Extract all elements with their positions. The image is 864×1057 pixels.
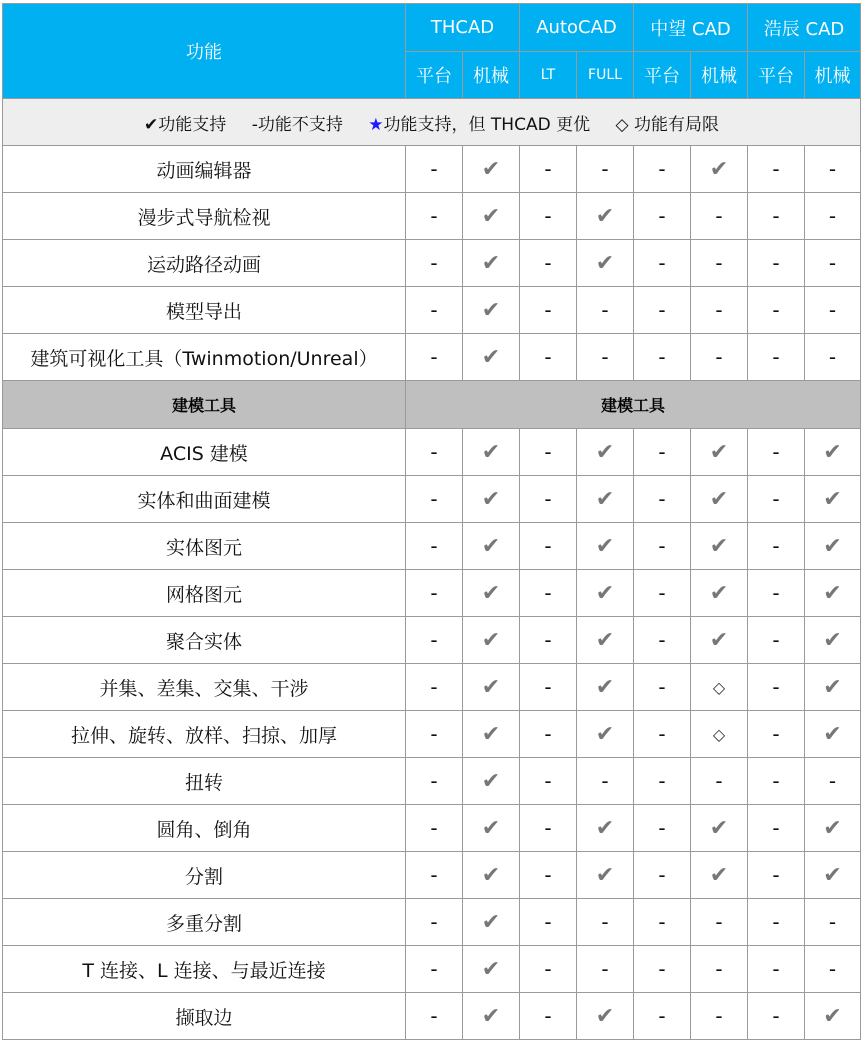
check-icon: ✔ (805, 570, 861, 617)
legend-unsupported: -功能不支持 (251, 114, 343, 135)
check-icon: ✔ (691, 570, 748, 617)
check-icon: ✔ (577, 429, 634, 476)
unsupported-dash: - (748, 523, 805, 570)
table-row (3, 476, 861, 523)
unsupported-dash: - (634, 476, 691, 523)
check-icon: ✔ (463, 711, 520, 758)
unsupported-dash: - (748, 476, 805, 523)
unsupported-dash: - (748, 193, 805, 240)
unsupported-dash: - (520, 993, 577, 1040)
unsupported-dash: - (634, 664, 691, 711)
check-icon: ✔ (691, 146, 748, 193)
unsupported-dash: - (406, 193, 463, 240)
table-row (3, 993, 861, 1040)
unsupported-dash: - (805, 334, 861, 381)
unsupported-dash: - (520, 758, 577, 805)
check-icon: ✔ (577, 476, 634, 523)
check-icon: ✔ (691, 852, 748, 899)
unsupported-dash: - (406, 711, 463, 758)
unsupported-dash: - (520, 805, 577, 852)
unsupported-dash: - (691, 993, 748, 1040)
unsupported-dash: - (577, 758, 634, 805)
feature-name: 模型导出 (3, 287, 406, 334)
feature-name: 分割 (3, 852, 406, 899)
unsupported-dash: - (406, 617, 463, 664)
table-row (3, 146, 861, 193)
check-icon: ✔ (691, 476, 748, 523)
unsupported-dash: - (634, 523, 691, 570)
unsupported-dash: - (520, 193, 577, 240)
unsupported-dash: - (406, 287, 463, 334)
unsupported-dash: - (805, 193, 861, 240)
unsupported-dash: - (406, 993, 463, 1040)
table-row (3, 852, 861, 899)
unsupported-dash: - (805, 899, 861, 946)
check-icon: ✔ (691, 429, 748, 476)
header-feature: 功能 (3, 4, 406, 99)
check-icon: ✔ (577, 805, 634, 852)
unsupported-dash: - (406, 758, 463, 805)
unsupported-dash: - (406, 146, 463, 193)
unsupported-dash: - (577, 287, 634, 334)
check-icon: ✔ (463, 805, 520, 852)
check-icon: ✔ (691, 523, 748, 570)
unsupported-dash: - (691, 193, 748, 240)
unsupported-dash: - (520, 523, 577, 570)
header-product-thcad: THCAD (406, 4, 520, 52)
check-icon: ✔ (577, 993, 634, 1040)
unsupported-dash: - (520, 946, 577, 993)
check-icon: ✔ (805, 523, 861, 570)
check-icon: ✔ (805, 852, 861, 899)
unsupported-dash: - (406, 852, 463, 899)
unsupported-dash: - (634, 758, 691, 805)
legend-better: ★功能支持，但 THCAD 更优 (368, 114, 591, 135)
unsupported-dash: - (748, 617, 805, 664)
unsupported-dash: - (634, 993, 691, 1040)
check-icon: ✔ (805, 805, 861, 852)
check-icon: ✔ (463, 476, 520, 523)
star-icon: ★ (368, 114, 384, 135)
unsupported-dash: - (805, 946, 861, 993)
unsupported-dash: - (748, 946, 805, 993)
check-icon: ✔ (463, 523, 520, 570)
header-edition: 机械 (805, 52, 861, 99)
check-icon: ✔ (463, 146, 520, 193)
legend-row (3, 99, 861, 146)
unsupported-dash: - (691, 758, 748, 805)
unsupported-dash: - (406, 429, 463, 476)
feature-name: 拉伸、旋转、放样、扫掠、加厚 (3, 711, 406, 758)
unsupported-dash: - (691, 334, 748, 381)
table-row (3, 899, 861, 946)
unsupported-dash: - (805, 287, 861, 334)
check-icon: ✔ (577, 664, 634, 711)
unsupported-dash: - (406, 476, 463, 523)
unsupported-dash: - (406, 523, 463, 570)
check-icon: ✔ (463, 946, 520, 993)
unsupported-dash: - (406, 664, 463, 711)
table-row (3, 758, 861, 805)
unsupported-dash: - (406, 899, 463, 946)
unsupported-dash: - (748, 664, 805, 711)
header-edition: FULL (577, 52, 634, 99)
table-row (3, 805, 861, 852)
check-icon: ✔ (463, 617, 520, 664)
unsupported-dash: - (691, 899, 748, 946)
check-icon: ✔ (805, 711, 861, 758)
feature-name: 聚合实体 (3, 617, 406, 664)
section-title-right: 建模工具 (406, 381, 861, 429)
header-edition: 平台 (634, 52, 691, 99)
table-row (3, 617, 861, 664)
check-icon: ✔ (463, 193, 520, 240)
header-edition: 平台 (406, 52, 463, 99)
check-icon: ✔ (577, 570, 634, 617)
header-edition: LT (520, 52, 577, 99)
table-row (3, 429, 861, 476)
unsupported-dash: - (634, 852, 691, 899)
unsupported-dash: - (748, 711, 805, 758)
feature-name: 运动路径动画 (3, 240, 406, 287)
unsupported-dash: - (406, 334, 463, 381)
limited-diamond-icon: ◇ (691, 664, 748, 711)
unsupported-dash: - (520, 476, 577, 523)
unsupported-dash: - (406, 570, 463, 617)
check-icon: ✔ (463, 852, 520, 899)
check-icon: ✔ (805, 664, 861, 711)
table-row (3, 946, 861, 993)
unsupported-dash: - (748, 146, 805, 193)
feature-name: ACIS 建模 (3, 429, 406, 476)
feature-name: 漫步式导航检视 (3, 193, 406, 240)
unsupported-dash: - (520, 240, 577, 287)
check-icon: ✔ (463, 993, 520, 1040)
check-icon: ✔ (463, 664, 520, 711)
unsupported-dash: - (406, 240, 463, 287)
unsupported-dash: - (520, 146, 577, 193)
table-row (3, 193, 861, 240)
table-row (3, 664, 861, 711)
unsupported-dash: - (748, 570, 805, 617)
legend-supported: ✔功能支持 (144, 114, 227, 135)
section-title-left: 建模工具 (3, 381, 406, 429)
unsupported-dash: - (520, 287, 577, 334)
check-icon: ✔ (577, 240, 634, 287)
unsupported-dash: - (520, 570, 577, 617)
header-edition: 机械 (691, 52, 748, 99)
unsupported-dash: - (634, 287, 691, 334)
unsupported-dash: - (748, 240, 805, 287)
legend (3, 99, 861, 146)
check-icon: ✔ (577, 617, 634, 664)
table-row (3, 523, 861, 570)
check-icon: ✔ (577, 193, 634, 240)
unsupported-dash: - (748, 899, 805, 946)
header-edition: 平台 (748, 52, 805, 99)
legend-limited: ◇ 功能有局限 (615, 114, 719, 135)
unsupported-dash: - (691, 946, 748, 993)
feature-name: 动画编辑器 (3, 146, 406, 193)
check-icon: ✔ (463, 758, 520, 805)
check-icon: ✔ (805, 617, 861, 664)
unsupported-dash: - (805, 146, 861, 193)
unsupported-dash: - (634, 334, 691, 381)
unsupported-dash: - (577, 146, 634, 193)
header-product-gstarcad: 浩辰 CAD (748, 4, 861, 52)
feature-name: 撷取边 (3, 993, 406, 1040)
table-row (3, 334, 861, 381)
comparison-table (2, 3, 861, 1040)
unsupported-dash: - (634, 146, 691, 193)
unsupported-dash: - (748, 758, 805, 805)
feature-name: 网格图元 (3, 570, 406, 617)
header-edition: 机械 (463, 52, 520, 99)
header-row-products (3, 4, 861, 52)
unsupported-dash: - (520, 711, 577, 758)
unsupported-dash: - (634, 711, 691, 758)
unsupported-dash: - (748, 334, 805, 381)
feature-name: 扭转 (3, 758, 406, 805)
unsupported-dash: - (748, 993, 805, 1040)
section-row (3, 381, 861, 429)
check-icon: ✔ (805, 476, 861, 523)
unsupported-dash: - (406, 946, 463, 993)
unsupported-dash: - (634, 240, 691, 287)
unsupported-dash: - (691, 287, 748, 334)
unsupported-dash: - (577, 334, 634, 381)
check-icon: ✔ (463, 429, 520, 476)
unsupported-dash: - (634, 617, 691, 664)
unsupported-dash: - (634, 193, 691, 240)
feature-name: 并集、差集、交集、干涉 (3, 664, 406, 711)
table-row (3, 240, 861, 287)
check-icon: ✔ (691, 617, 748, 664)
feature-name: 多重分割 (3, 899, 406, 946)
unsupported-dash: - (748, 852, 805, 899)
unsupported-dash: - (634, 429, 691, 476)
check-icon: ✔ (463, 899, 520, 946)
check-icon: ✔ (463, 287, 520, 334)
unsupported-dash: - (520, 334, 577, 381)
unsupported-dash: - (577, 899, 634, 946)
check-icon: ✔ (463, 334, 520, 381)
feature-name: 实体和曲面建模 (3, 476, 406, 523)
feature-name: 建筑可视化工具（Twinmotion/Unreal） (3, 334, 406, 381)
unsupported-dash: - (634, 805, 691, 852)
unsupported-dash: - (520, 429, 577, 476)
unsupported-dash: - (805, 240, 861, 287)
header-product-zwcad: 中望 CAD (634, 4, 748, 52)
unsupported-dash: - (520, 617, 577, 664)
table-row (3, 570, 861, 617)
unsupported-dash: - (406, 805, 463, 852)
unsupported-dash: - (577, 946, 634, 993)
unsupported-dash: - (520, 852, 577, 899)
header-product-autocad: AutoCAD (520, 4, 634, 52)
feature-name: T 连接、L 连接、与最近连接 (3, 946, 406, 993)
check-icon: ✔ (805, 993, 861, 1040)
unsupported-dash: - (748, 805, 805, 852)
feature-name: 圆角、倒角 (3, 805, 406, 852)
unsupported-dash: - (634, 946, 691, 993)
unsupported-dash: - (805, 758, 861, 805)
unsupported-dash: - (691, 240, 748, 287)
table-row (3, 287, 861, 334)
check-icon: ✔ (691, 805, 748, 852)
unsupported-dash: - (634, 570, 691, 617)
feature-name: 实体图元 (3, 523, 406, 570)
check-icon: ✔ (577, 523, 634, 570)
unsupported-dash: - (634, 899, 691, 946)
unsupported-dash: - (748, 429, 805, 476)
table-row (3, 711, 861, 758)
check-icon: ✔ (463, 240, 520, 287)
unsupported-dash: - (748, 287, 805, 334)
limited-diamond-icon: ◇ (691, 711, 748, 758)
check-icon: ✔ (577, 852, 634, 899)
check-icon: ✔ (463, 570, 520, 617)
unsupported-dash: - (520, 664, 577, 711)
check-icon: ✔ (577, 711, 634, 758)
unsupported-dash: - (520, 899, 577, 946)
check-icon: ✔ (805, 429, 861, 476)
